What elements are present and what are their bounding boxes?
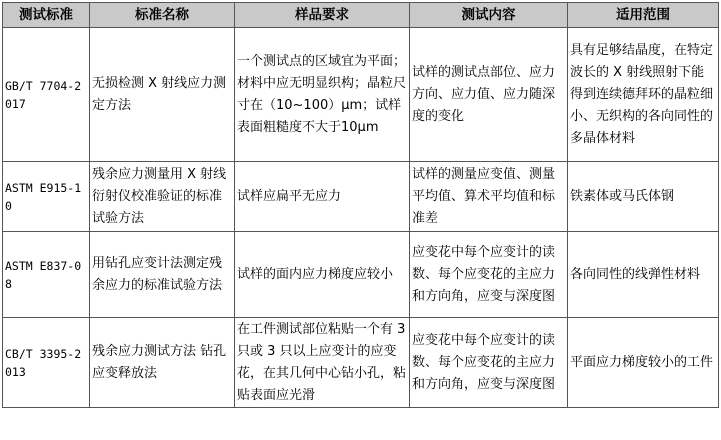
header-sample: 样品要求 — [235, 3, 410, 28]
cell-name: 用钻孔应变计法测定残余应力的标准试验方法 — [90, 232, 235, 318]
standards-table — [2, 2, 719, 408]
cell-scope: 平面应力梯度较小的工件 — [568, 318, 719, 408]
header-scope: 适用范围 — [568, 3, 719, 28]
cell-sample: 试样应扁平无应力 — [235, 162, 410, 232]
cell-standard: ASTM E837-08 — [3, 232, 90, 318]
cell-sample: 在工件测试部位粘贴一个有 3 只或 3 只以上应变计的应变花，在其几何中心钻小孔，粘贴表面应光滑 — [235, 318, 410, 408]
cell-scope: 各向同性的线弹性材料 — [568, 232, 719, 318]
table-row — [3, 232, 719, 318]
cell-name: 残余应力测试方法 钻孔应变释放法 — [90, 318, 235, 408]
header-name: 标准名称 — [90, 3, 235, 28]
cell-name: 无损检测 X 射线应力测定方法 — [90, 28, 235, 162]
header-content: 测试内容 — [410, 3, 568, 28]
table-row — [3, 162, 719, 232]
table-row — [3, 318, 719, 408]
cell-scope: 铁素体或马氏体钢 — [568, 162, 719, 232]
cell-content: 应变花中每个应变计的读数、每个应变花的主应力和方向角，应变与深度图 — [410, 318, 568, 408]
header-standard: 测试标准 — [3, 3, 90, 28]
cell-sample: 一个测试点的区域宜为平面；材料中应无明显织构；晶粒尺寸在（10~100）μm；试样表面粗糙度不大于10μm — [235, 28, 410, 162]
table-row — [3, 28, 719, 162]
cell-content: 试样的测量应变值、测量平均值、算术平均值和标准差 — [410, 162, 568, 232]
cell-sample: 试样的面内应力梯度应较小 — [235, 232, 410, 318]
cell-content: 试样的测试点部位、应力方向、应力值、应力随深度的变化 — [410, 28, 568, 162]
cell-standard: CB/T 3395-2013 — [3, 318, 90, 408]
header-row — [3, 3, 719, 28]
cell-standard: ASTM E915-10 — [3, 162, 90, 232]
cell-name: 残余应力测量用 X 射线衍射仪校准验证的标准试验方法 — [90, 162, 235, 232]
cell-standard: GB/T 7704-2017 — [3, 28, 90, 162]
cell-scope: 具有足够结晶度，在特定波长的 X 射线照射下能得到连续德拜环的晶粒细小、无织构的各向同性的多晶体材料 — [568, 28, 719, 162]
cell-content: 应变花中每个应变计的读数、每个应变花的主应力和方向角，应变与深度图 — [410, 232, 568, 318]
